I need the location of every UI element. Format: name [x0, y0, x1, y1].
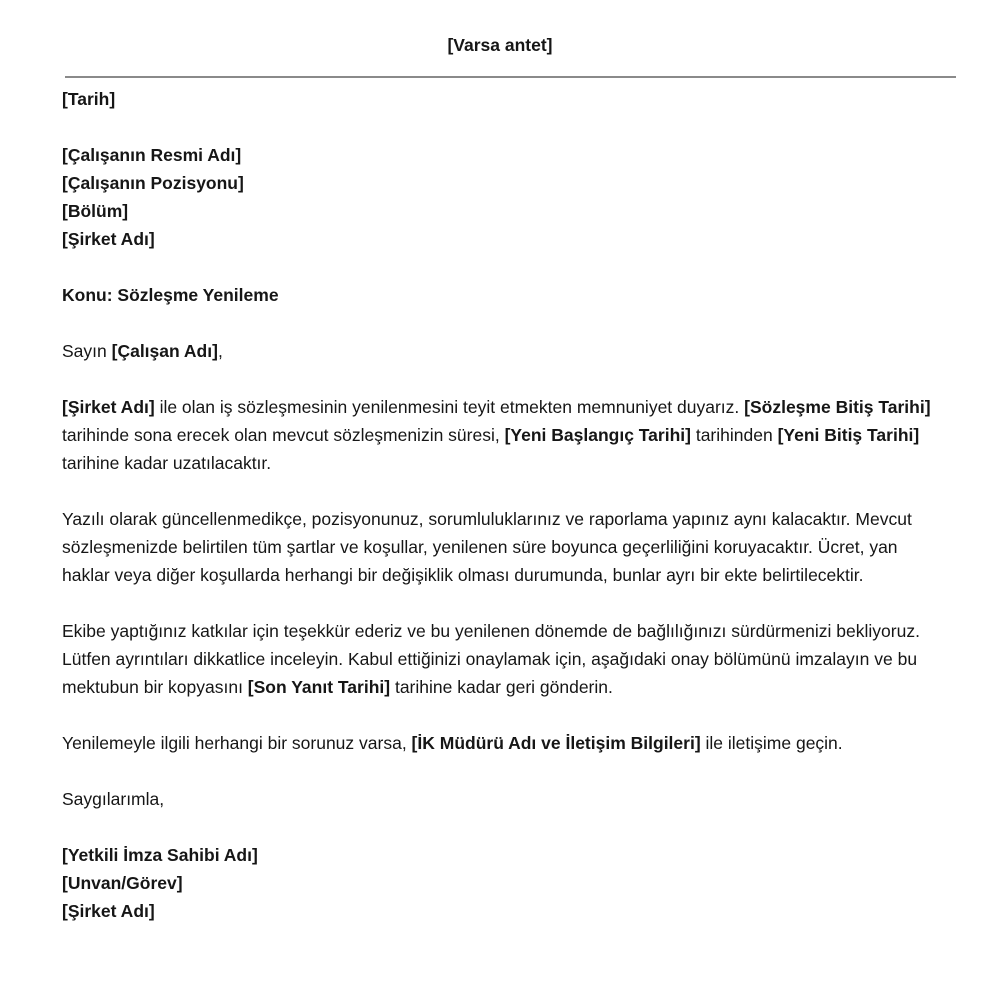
letterhead-placeholder: [Varsa antet]: [447, 35, 553, 55]
signatory-company-line: [Şirket Adı]: [62, 901, 155, 921]
recipient-department-line: [Bölüm]: [62, 201, 129, 221]
signatory-title-line: [Unvan/Görev]: [62, 873, 183, 893]
salutation-line: Sayın [Çalışan Adı],: [62, 341, 223, 361]
paragraph-terms-unchanged: Yazılı olarak güncellenmedikçe, pozisyonunuz, sorumluluklarınız ve raporlama yapınız aynı kalacaktır. Mevcut sözleşmenizde belirtilen tüm şartlar ve koşullar, yenilenen süre boyunca geçerliliğini koruyacaktır. Ücret, yan haklar veya diğer koşullarda herhangi bir değişiklik olması durumunda, bunlar ayrı bir ekte belirtilecektir.: [62, 509, 912, 585]
recipient-company-line: [Şirket Adı]: [62, 229, 155, 249]
paragraph-renewal-confirmation: [Şirket Adı] ile olan iş sözleşmesinin yenilenmesini teyit etmekten memnuniyet duyarız. [Sözleşme Bitiş Tarihi] tarihinde sona erecek olan mevcut sözleşmenizin süresi, [Yeni Başlangıç Tarihi] tarihinden [Yeni Bitiş Tarihi] tarihine kadar uzatılacaktır.: [62, 397, 931, 473]
signature-block: [62, 841, 946, 925]
recipient-name-line: [Çalışanın Resmi Adı]: [62, 145, 242, 165]
date-line: [Tarih]: [62, 89, 116, 109]
closing-line: Saygılarımla,: [62, 789, 165, 809]
letter-body: [0, 78, 1000, 925]
recipient-position-line: [Çalışanın Pozisyonu]: [62, 173, 244, 193]
recipient-block: [62, 141, 946, 253]
signatory-name-line: [Yetkili İmza Sahibi Adı]: [62, 845, 258, 865]
paragraph-contact-info: Yenilemeyle ilgili herhangi bir sorunuz varsa, [İK Müdürü Adı ve İletişim Bilgileri] ile iletişime geçin.: [62, 733, 843, 753]
paragraph-acknowledgement-request: Ekibe yaptığınız katkılar için teşekkür ederiz ve bu yenilenen dönemde de bağlılığınızı sürdürmenizi bekliyoruz. Lütfen ayrıntıları dikkatlice inceleyin. Kabul ettiğinizi onaylamak için, aşağıdaki onay bölümünü imzalayın ve bu mektubun bir kopyasını [Son Yanıt Tarihi] tarihine kadar geri gönderin.: [62, 621, 920, 697]
subject-line: Konu: Sözleşme Yenileme: [62, 285, 279, 305]
